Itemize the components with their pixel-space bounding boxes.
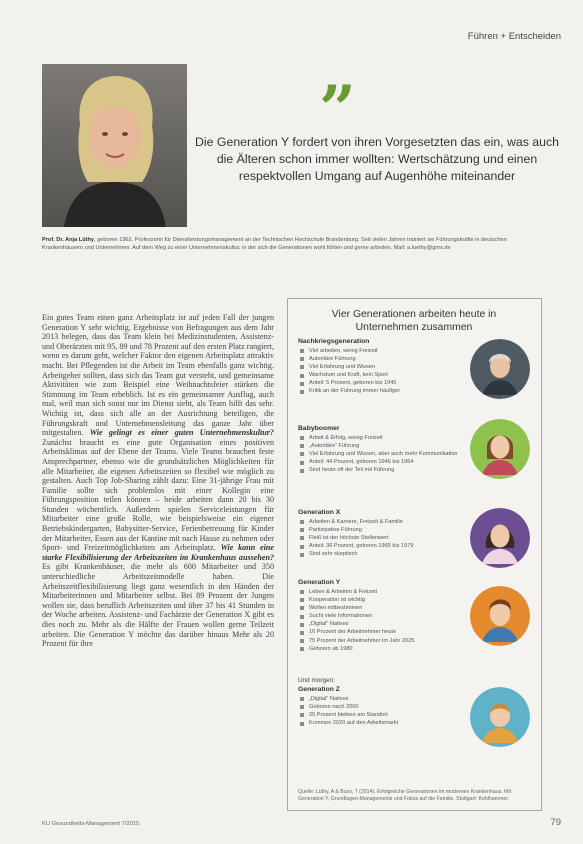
list-item: Anteil: 44 Prozent, geboren 1946 bis 1964 bbox=[298, 458, 468, 466]
list-item: Wollen mitbestimmen bbox=[298, 604, 468, 612]
list-item: Viel Erfahrung und Wissen, aber auch mehr Kommunikation bbox=[298, 450, 468, 458]
author-portrait bbox=[42, 64, 187, 227]
paragraph: Ein gutes Team einen ganz Arbeitsplatz ist auf jeden Fall der jungen Generation Y sehr wichtig. Ergebnisse von Befragungen aus dem Jahr 2013 belegen, dass das Team klein bei Medizinstudenten, Assistenz- und Oberärzten mit 95, 89 und 78 Prozent auf den ersten Platz rangiert, wenn es darum geht, welcher Faktor den eigenen Arbeitsplatz attraktiv macht. Bei Pflegenden ist die Arbeit im Team ebenfalls ganz wichtig. Arbeitgeber sollten, dass sich das Team gut versteht, und gemeinsame Aktivitäten wie zum Beispiel eine Weihnachtsfeier stärken die Stimmung im Team erheblich. Ist es ein gemeinsamer Ausflug, auch mal, weil man sich sonst nur im Dienst sieht, als Team hilft das sehr. Wichtig ist, dass sich alle an der Ausrichtung beteiligen, die Führungskraft und Unternehmensleitung das ganze Jahr über mitgestalten. bbox=[42, 313, 274, 438]
generation-name: Nachkriegsgeneration bbox=[298, 338, 370, 345]
quote-mark-icon: ” bbox=[319, 72, 356, 147]
list-item: Sind heute oft der Teil mit Führung bbox=[298, 466, 468, 474]
generation-name: Generation Z bbox=[298, 686, 340, 693]
list-item: Kommen 2020 auf den Arbeitsmarkt bbox=[298, 719, 468, 727]
author-name: Prof. Dr. Anja Lüthy bbox=[42, 237, 95, 243]
senior-man-avatar-icon bbox=[470, 339, 530, 399]
pull-quote: Die Generation Y fordert von ihren Vorgesetzten das ein, was auch die Älteren schon immer wollten: Wertschätzung und einen respektvollen Umgang auf Augenhöhe miteinander bbox=[195, 135, 559, 183]
list-item: Sucht viele Informationen bbox=[298, 612, 468, 620]
list-item: „Digital“ Natives bbox=[298, 695, 468, 703]
list-item: Partizipative Führung bbox=[298, 526, 468, 534]
list-item: Leben & Arbeiten & Freizeit bbox=[298, 588, 468, 596]
generation-prefix: Und morgen: bbox=[298, 677, 335, 684]
list-item: Anteil: 5 Prozent, geboren bis 1945 bbox=[298, 379, 468, 387]
article-body bbox=[42, 313, 274, 649]
infobox-source: Quelle: Lüthy, A & Buss, T (2014). Erfolgreiche Generationen im modernen Krankenhaus. Mit Generation Y, Grundlagen-Managements und Fokus auf die Familie. Stuttgart: Kohlhammer. bbox=[298, 789, 512, 802]
list-item: Viel arbeiten, wenig Freizeit bbox=[298, 347, 468, 355]
list-item: Fleiß ist der höchste Stellenwert bbox=[298, 534, 468, 542]
genz-child-avatar-icon bbox=[470, 687, 530, 747]
babyboomer-woman-avatar-icon bbox=[470, 419, 530, 479]
list-item: 25 Prozent bleiben am Standort bbox=[298, 711, 468, 719]
list-item: Sind sehr skeptisch bbox=[298, 550, 468, 558]
geny-man-avatar-icon bbox=[470, 586, 530, 646]
interview-question: Wie kann eine starke Flexibilisierung der Arbeitszeiten im Krankenhaus aussehen? bbox=[42, 543, 274, 562]
generation-block bbox=[298, 508, 468, 558]
list-item: Anteil: 36 Prozent, geboren 1965 bis 1979 bbox=[298, 542, 468, 550]
generations-infobox bbox=[287, 298, 542, 811]
generation-block bbox=[298, 337, 468, 396]
footer-publication: KU Gesundheits-Management 7/2015 bbox=[42, 821, 140, 827]
list-item: Autoritäre Führung bbox=[298, 355, 468, 363]
generation-name: Generation X bbox=[298, 509, 341, 516]
list-item: Geboren nach 2000 bbox=[298, 703, 468, 711]
list-item: Kooperation ist wichtig bbox=[298, 596, 468, 604]
author-caption: Prof. Dr. Anja Lüthy, geboren 1962, Professorin für Dienstleistungsmanagement an der Technischen Hochschule Brandenburg. Seit vielen Jahren trainiert sie Führungskräfte in deutschen Krankenhäusern und Unternehmen. Auf dem Weg zu einer Unternehmenskultur, in der sich die Generationen wohl fühlen und gerne arbeiten. Mail: a.luethy@gmx.de bbox=[42, 237, 507, 251]
list-item: 75 Prozent der Arbeitnehmer im Jahr 2025 bbox=[298, 637, 468, 645]
list-item: Kritik an der Führung immer häufiger bbox=[298, 387, 468, 395]
author-email: Mail: a.luethy@gmx.de bbox=[393, 244, 451, 251]
generation-block bbox=[298, 578, 468, 653]
interview-question: Wie gelingt es einer guten Unternehmenskultur? bbox=[89, 428, 274, 438]
genx-woman-avatar-icon bbox=[470, 508, 530, 568]
list-item: Geboren ab 1980 bbox=[298, 645, 468, 653]
infobox-title: Vier Generationen arbeiten heute in Unternehmen zusammen bbox=[331, 309, 497, 333]
list-item: „Autoritäre“ Führung bbox=[298, 442, 468, 450]
generation-name: Generation Y bbox=[298, 579, 341, 586]
list-item: „Digital“ Natives bbox=[298, 620, 468, 628]
generation-name: Babyboomer bbox=[298, 425, 340, 432]
running-head: Führen + Entscheiden bbox=[467, 31, 561, 42]
list-item: Wachstum und Kraft, kein Sport bbox=[298, 371, 468, 379]
list-item: Viel Erfahrung und Wissen bbox=[298, 363, 468, 371]
list-item: Arbeiten & Karriere, Freizeit & Familie bbox=[298, 518, 468, 526]
list-item: Arbeit & Erfolg, wenig Freizeit bbox=[298, 434, 468, 442]
generation-block bbox=[298, 677, 468, 727]
page-number: 79 bbox=[550, 817, 561, 828]
list-item: 16 Prozent der Arbeitnehmer heute bbox=[298, 628, 468, 636]
paragraph: Zunächst braucht es eine gute Organisation eines positiven Arbeitsklimas auf der Ebene der Teams. Viele Teams brauchen feste Ansprechpartner, ebenso wie die grundsätzlichen Möglichkeiten für alle Mitarbeiter, die eigenen Arbeitszeiten so flexibel wie möglich zu gestalten. Auch Top Job-Sharing zählt dazu: Eine 31-jährige Frau mit Familie sollte sich problemlos mit einer Kollegin eine Führungsposition teilen können – beide arbeiten dann 20 bis 30 Stunden wöchentlich. Außerdem spielen Serviceleistungen für Mitarbeiter eine große Rolle, wie beispielsweise ein eigener Betriebskindergarten, Babysitter-Service, Ferienbetreuung für Kinder der Mitarbeiter, Essen aus der Kantine mit nach Hause zu nehmen oder Sport- und Freizeitmöglichkeiten am Arbeitsplatz. bbox=[42, 437, 274, 553]
generation-block bbox=[298, 424, 468, 474]
paragraph: Es gibt Krankenhäuser, die mehr als 600 Mitarbeiter und 350 unterschiedliche Arbeitszeitmodelle haben. Die Arbeitszeitflexibilisierung liegt ganz wesentlich in den Händen der Mitarbeiterinnen und Mitarbeiter selbst. Bei 89 Prozent der Jungen wollen sie, dass beruflich Arbeitszeiten und über 37 bis 41 Stunden in der Woche arbeiten. Assistenz- und Fachärzte der Generation X gibt es dies noch zu. Mehr als die Hälfte der Frauen wollen gerne Teilzeit arbeiten. Die Generation Y möchte das darüber hinaus Mehr als 20 Prozent für ihre bbox=[42, 562, 274, 649]
author-bio: geboren 1962, Professorin für Dienstleistungsmanagement an der Technischen Hochschule Brandenburg. Seit vielen Jahren trainiert sie Führungskräfte in deutschen Krankenhäusern und Unternehmen. Auf dem Weg zu einer Unternehmenskultur, in der sich die Generationen wohl fühlen und gerne arbeiten. bbox=[42, 237, 507, 251]
